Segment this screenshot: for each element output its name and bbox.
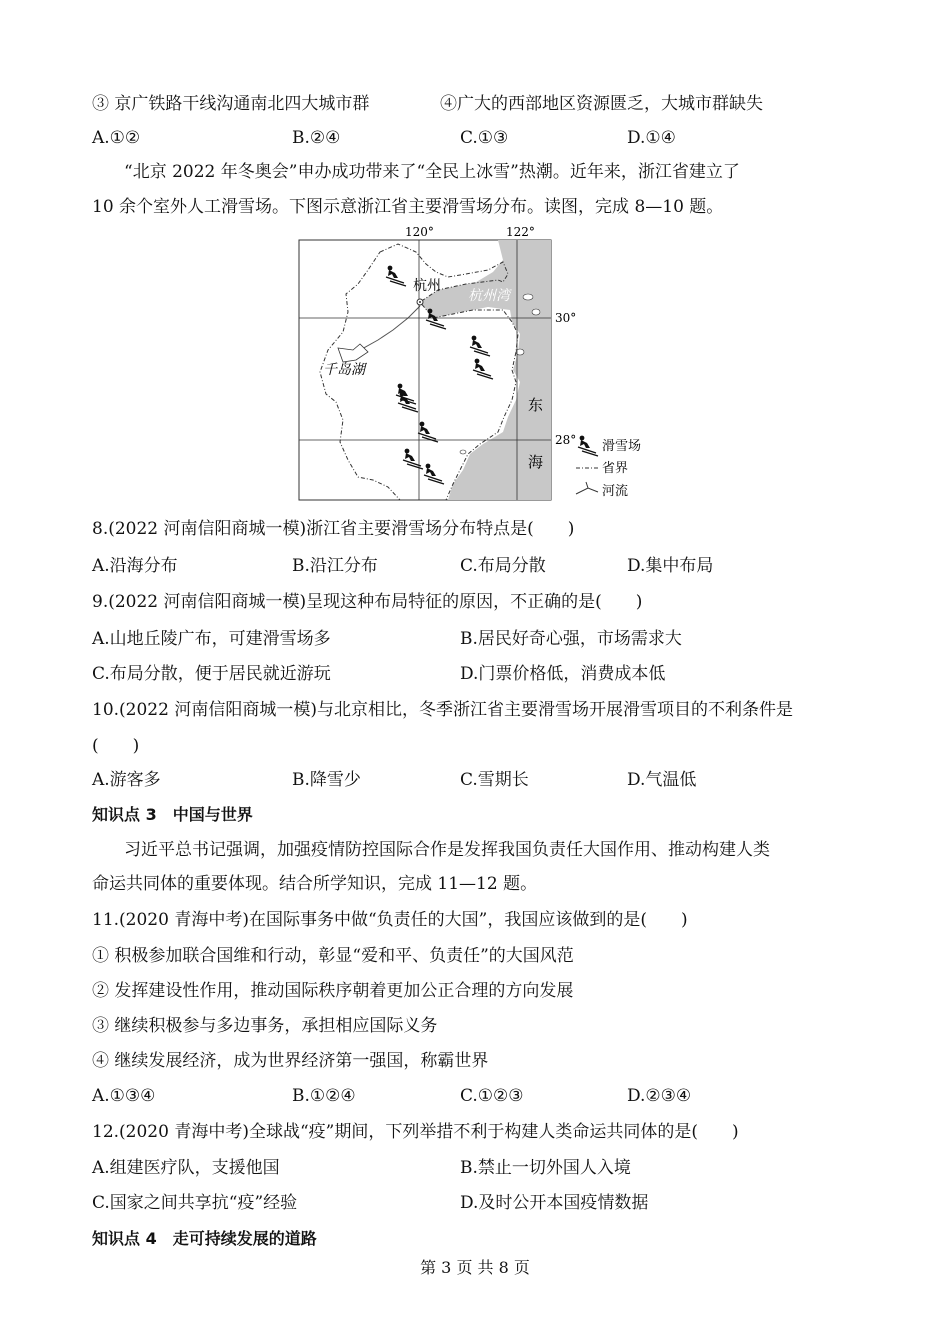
q10-stem-bracket: ( ) (92, 736, 140, 756)
lon-label-122: 122° (506, 225, 535, 239)
lat-label-28: 28° (555, 433, 577, 447)
page-footer: 第 3 页 共 8 页 (420, 1258, 530, 1277)
q12-option-a[interactable]: A.组建医疗队，支援他国 (92, 1158, 280, 1178)
q9-option-b[interactable]: B.居民好奇心强，市场需求大 (460, 629, 682, 649)
q11-statement-3: ③ 继续积极参与多边事务，承担相应国际义务 (92, 1016, 438, 1036)
q11-option-b[interactable]: B.①②④ (292, 1086, 356, 1106)
island (460, 450, 466, 454)
q10-stem: 10.(2022 河南信阳商城一模)与北京相比，冬季浙江省主要滑雪场开展滑雪项目的不利条件是 (92, 700, 793, 720)
q8-option-c[interactable]: C.布局分散 (460, 556, 546, 576)
map-legend (576, 436, 641, 499)
q7-option-b[interactable]: B.②④ (292, 128, 341, 148)
q11-option-c[interactable]: C.①②③ (460, 1086, 524, 1106)
legend-ski-label: 滑雪场 (602, 439, 642, 454)
section-3-intro-line1: 习近平总书记强调，加强疫情防控国际合作是发挥我国负责任大国作用、推动构建人类 (124, 840, 770, 860)
lon-label-120: 120° (405, 225, 434, 239)
q7-statement-3: ③ 京广铁路干线沟通南北四大城市群 (92, 94, 370, 114)
q8-option-b[interactable]: B.沿江分布 (292, 556, 378, 576)
q11-option-a[interactable]: A.①③④ (92, 1086, 156, 1106)
q11-stem: 11.(2020 青海中考)在国际事务中做“负责任的大国”，我国应该做到的是( ) (92, 910, 688, 930)
q8-option-a[interactable]: A.沿海分布 (92, 556, 178, 576)
lat-label-30: 30° (555, 311, 577, 325)
legend-border-label: 省界 (602, 461, 629, 476)
ski-resort-icon (578, 436, 598, 456)
section-3-title: 知识点 3 中国与世界 (92, 805, 253, 824)
q12-option-c[interactable]: C.国家之间共享抗“疫”经验 (92, 1193, 298, 1213)
label-east: 东 (528, 396, 544, 414)
island (523, 294, 533, 300)
intro-8-10-line2: 10 余个室外人工滑雪场。下图示意浙江省主要滑雪场分布。读图，完成 8—10 题。 (92, 197, 724, 217)
legend-river-label: 河流 (602, 484, 629, 499)
q7-option-a[interactable]: A.①② (92, 128, 141, 148)
label-sea: 海 (528, 453, 544, 471)
q9-option-d[interactable]: D.门票价格低，消费成本低 (460, 664, 666, 684)
q8-stem: 8.(2022 河南信阳商城一模)浙江省主要滑雪场分布特点是( ) (92, 519, 575, 539)
q12-option-b[interactable]: B.禁止一切外国人入境 (460, 1158, 631, 1178)
q11-statement-2: ② 发挥建设性作用，推动国际秩序朝着更加公正合理的方向发展 (92, 981, 574, 1001)
q9-stem: 9.(2022 河南信阳商城一模)呈现这种布局特征的原因，不正确的是( ) (92, 592, 643, 612)
q10-option-c[interactable]: C.雪期长 (460, 770, 529, 790)
intro-8-10-line1: “北京 2022 年冬奥会”申办成功带来了“全民上冰雪”热潮。近年来，浙江省建立了 (124, 162, 740, 182)
q10-option-d[interactable]: D.气温低 (627, 770, 697, 790)
q11-statement-4: ④ 继续发展经济，成为世界经济第一强国，称霸世界 (92, 1051, 489, 1071)
label-qiandao-lake: 千岛湖 (323, 362, 365, 378)
label-hangzhou: 杭州 (413, 278, 441, 294)
q9-option-a[interactable]: A.山地丘陵广布，可建滑雪场多 (92, 629, 331, 649)
q12-option-d[interactable]: D.及时公开本国疫情数据 (460, 1193, 649, 1213)
zhejiang-ski-map (298, 222, 658, 504)
q8-option-d[interactable]: D.集中布局 (627, 556, 714, 576)
section-4-title: 知识点 4 走可持续发展的道路 (92, 1229, 317, 1248)
label-hangzhou-bay: 杭州湾 (468, 288, 510, 304)
q11-statement-1: ① 积极参加联合国维和行动，彰显“爱和平、负责任”的大国风范 (92, 946, 574, 966)
q10-option-a[interactable]: A.游客多 (92, 770, 161, 790)
section-3-intro-line2: 命运共同体的重要体现。结合所学知识，完成 11—12 题。 (92, 874, 538, 894)
legend-ski-icon (578, 436, 598, 456)
hangzhou-city-center (419, 301, 421, 303)
q7-statement-4: ④广大的西部地区资源匮乏，大城市群缺失 (440, 94, 763, 114)
q9-option-c[interactable]: C.布局分散，便于居民就近游玩 (92, 664, 331, 684)
q7-option-c[interactable]: C.①③ (460, 128, 509, 148)
q11-option-d[interactable]: D.②③④ (627, 1086, 692, 1106)
q7-option-d[interactable]: D.①④ (627, 128, 676, 148)
legend-river-icon (576, 482, 598, 494)
q12-stem: 12.(2020 青海中考)全球战“疫”期间，下列举措不利于构建人类命运共同体的是( ) (92, 1122, 739, 1142)
q10-option-b[interactable]: B.降雪少 (292, 770, 361, 790)
island (532, 309, 540, 315)
